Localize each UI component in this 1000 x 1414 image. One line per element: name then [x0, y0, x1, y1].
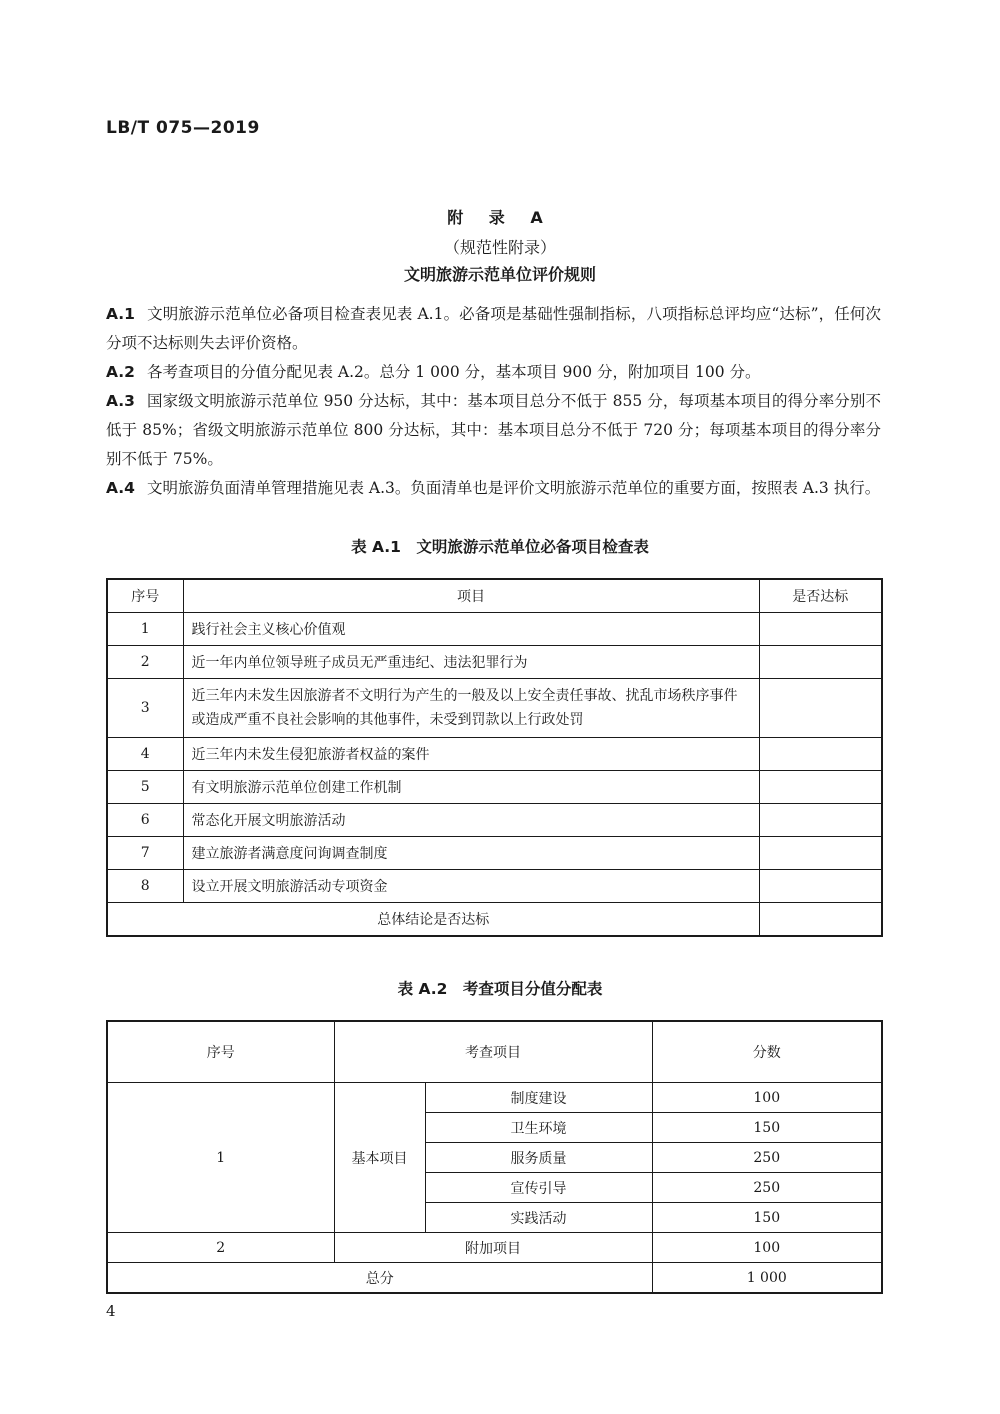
row-no: 7: [107, 837, 183, 870]
clause-number: A.4: [106, 479, 135, 497]
clause-text: 文明旅游负面清单管理措施见表 A.3。负面清单也是评价文明旅游示范单位的重要方面，按照表 A.3 执行。: [146, 479, 881, 497]
sub-item-name: 实践活动: [425, 1203, 652, 1233]
table-total-row: [107, 1263, 882, 1294]
document-code: LB/T 075—2019: [106, 118, 260, 138]
table-row: [107, 870, 882, 903]
row-pass-cell: [759, 804, 882, 837]
overall-conclusion-label: 总体结论是否达标: [107, 903, 759, 937]
row-no: 6: [107, 804, 183, 837]
appendix-subtitle: （规范性附录）: [443, 238, 556, 257]
paragraph-a2: [106, 358, 881, 387]
row-item: 建立旅游者满意度问询调查制度: [183, 837, 759, 870]
table-row: [107, 646, 882, 679]
row-pass-cell: [759, 738, 882, 771]
row-item: 常态化开展文明旅游活动: [183, 804, 759, 837]
paragraph-a3: [106, 387, 881, 474]
required-items-table: [106, 578, 883, 937]
table-row: [107, 804, 882, 837]
table-row: [107, 837, 882, 870]
row-item: 近三年内未发生侵犯旅游者权益的案件: [183, 738, 759, 771]
row-no: 4: [107, 738, 183, 771]
table-row: [107, 771, 882, 804]
group-label: 基本项目: [334, 1083, 425, 1233]
col-header-item: 项目: [183, 579, 759, 613]
row-no: 3: [107, 679, 183, 738]
row-no: 5: [107, 771, 183, 804]
appendix-title: 附 录 A: [447, 208, 553, 227]
col-header-no: 序号: [107, 579, 183, 613]
row2-name: 附加项目: [334, 1233, 652, 1263]
col-header-pass: 是否达标: [759, 579, 882, 613]
sub-item-score: 150: [652, 1113, 882, 1143]
sub-item-score: 150: [652, 1203, 882, 1233]
body-paragraphs: [106, 300, 881, 503]
clause-number: A.3: [106, 392, 135, 410]
row-pass-cell: [759, 679, 882, 738]
sub-item-name: 宣传引导: [425, 1173, 652, 1203]
sub-item-score: 250: [652, 1143, 882, 1173]
table-row: [107, 613, 882, 646]
clause-text: 国家级文明旅游示范单位 950 分达标，其中：基本项目总分不低于 855 分，每项基本项目的得分率分别不低于 85%；省级文明旅游示范单位 800 分达标，其中：基本项目总分不低于 720 分；每项基本项目的得分率分别不低于 75%。: [106, 392, 881, 468]
sub-item-score: 100: [652, 1083, 882, 1113]
row-no: 8: [107, 870, 183, 903]
table-row: [107, 1233, 882, 1263]
row2-score: 100: [652, 1233, 882, 1263]
col-header-no: 序号: [107, 1021, 334, 1083]
row2-no: 2: [107, 1233, 334, 1263]
col-header-item: 考查项目: [334, 1021, 652, 1083]
sub-item-name: 服务质量: [425, 1143, 652, 1173]
row-item: 近一年内单位领导班子成员无严重违纪、违法犯罪行为: [183, 646, 759, 679]
paragraph-a4: [106, 474, 881, 503]
total-score: 1 000: [652, 1263, 882, 1294]
row-pass-cell: [759, 646, 882, 679]
row-pass-cell: [759, 837, 882, 870]
clause-text: 文明旅游示范单位必备项目检查表见表 A.1。必备项是基础性强制指标，八项指标总评均应“达标”，任何次分项不达标则失去评价资格。: [106, 305, 881, 352]
page-number: 4: [106, 1302, 116, 1320]
clause-text: 各考查项目的分值分配见表 A.2。总分 1 000 分，基本项目 900 分，附加项目 100 分。: [146, 363, 761, 381]
row-item: 践行社会主义核心价值观: [183, 613, 759, 646]
group-no: 1: [107, 1083, 334, 1233]
sub-item-score: 250: [652, 1173, 882, 1203]
row-no: 1: [107, 613, 183, 646]
sub-item-name: 卫生环境: [425, 1113, 652, 1143]
clause-number: A.1: [106, 305, 135, 323]
row-pass-cell: [759, 870, 882, 903]
row-item: 近三年内未发生因旅游者不文明行为产生的一般及以上安全责任事故、扰乱市场秩序事件或造成严重不良社会影响的其他事件，未受到罚款以上行政处罚: [183, 679, 759, 738]
row-item: 有文明旅游示范单位创建工作机制: [183, 771, 759, 804]
row-pass-cell: [759, 613, 882, 646]
appendix-heading: 文明旅游示范单位评价规则: [403, 265, 596, 284]
row-no: 2: [107, 646, 183, 679]
table-header-row: [107, 1021, 882, 1083]
sub-item-name: 制度建设: [425, 1083, 652, 1113]
total-label: 总分: [107, 1263, 652, 1294]
clause-number: A.2: [106, 363, 135, 381]
overall-conclusion-cell: [759, 903, 882, 937]
score-allocation-table: [106, 1020, 883, 1294]
table-row: [107, 738, 882, 771]
row-item: 设立开展文明旅游活动专项资金: [183, 870, 759, 903]
table-a1-caption: 表 A.1 文明旅游示范单位必备项目检查表: [351, 538, 649, 556]
row-pass-cell: [759, 771, 882, 804]
table-row: [107, 1083, 882, 1113]
col-header-score: 分数: [652, 1021, 882, 1083]
table-header-row: [107, 579, 882, 613]
table-row: [107, 679, 882, 738]
table-footer-row: [107, 903, 882, 937]
paragraph-a1: [106, 300, 881, 358]
table-a2-caption: 表 A.2 考查项目分值分配表: [397, 980, 603, 998]
